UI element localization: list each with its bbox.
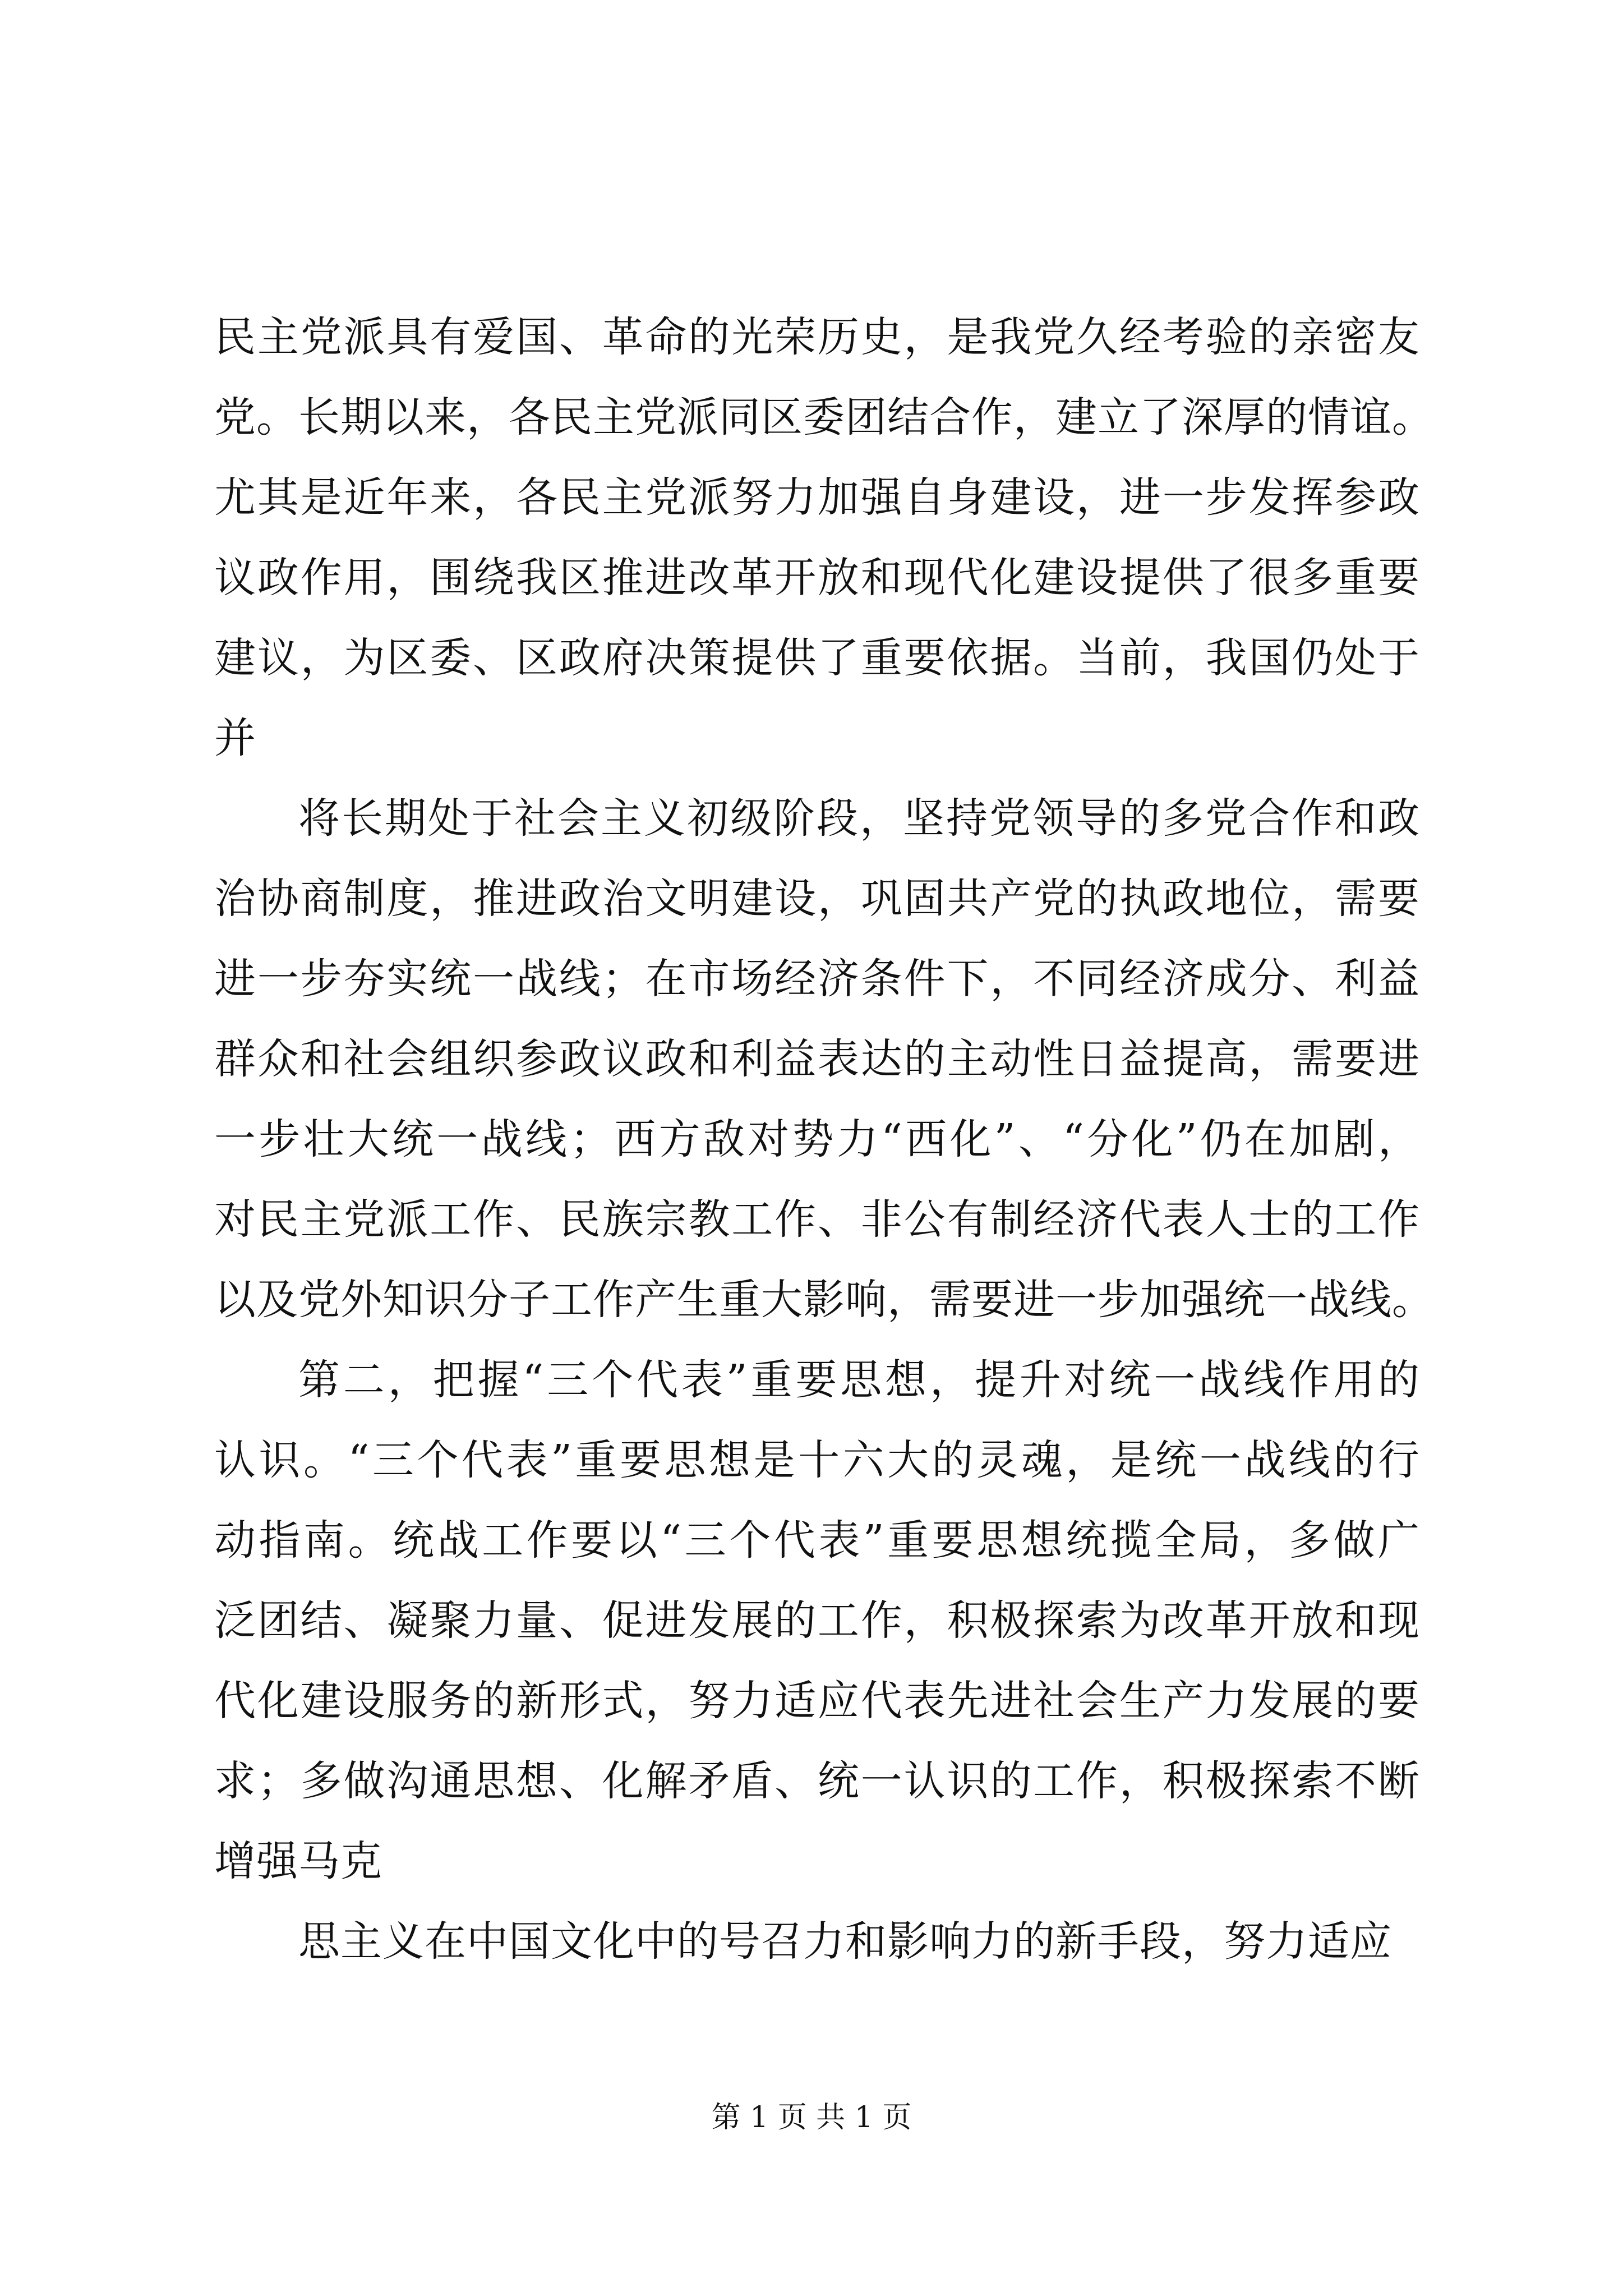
text-line: 第二，把握“三个代表”重要思想，提升对统一战线作用的 [298, 1356, 1420, 1404]
text-line: 群众和社会组织参政议政和利益表达的主动性日益提高，需要进 [214, 1035, 1420, 1083]
text-line: 尤其是近年来，各民主党派努力加强自身建设，进一步发挥参政 [214, 473, 1420, 522]
text-line: 增强马克 [214, 1837, 382, 1885]
text-line: 以及党外知识分子工作产生重大影响，需要进一步加强统一战线。 [214, 1276, 1434, 1324]
text-line: 一步壮大统一战线；西方敌对势力“西化”、“分化”仍在加剧， [214, 1115, 1420, 1163]
text-line: 治协商制度，推进政治文明建设，巩固共产党的执政地位，需要 [214, 875, 1420, 923]
text-line: 并 [214, 714, 256, 762]
page-footer: 第 1 页 共 1 页 [711, 2101, 912, 2134]
text-line: 议政作用，围绕我区推进改革开放和现代化建设提供了很多重要 [214, 554, 1420, 602]
text-line: 思主义在中国文化中的号召力和影响力的新手段，努力适应 [298, 1917, 1392, 1966]
text-line: 求；多做沟通思想、化解矛盾、统一认识的工作，积极探索不断 [214, 1757, 1420, 1805]
body-text [214, 297, 1434, 1982]
text-line: 对民主党派工作、民族宗教工作、非公有制经济代表人士的工作 [214, 1195, 1420, 1244]
text-line: 认识。“三个代表”重要思想是十六大的灵魂，是统一战线的行 [214, 1436, 1420, 1484]
text-line: 泛团结、凝聚力量、促进发展的工作，积极探索为改革开放和现 [214, 1596, 1420, 1645]
text-line: 民主党派具有爱国、革命的光荣历史，是我党久经考验的亲密友 [214, 313, 1420, 361]
text-line: 党。长期以来，各民主党派同区委团结合作，建立了深厚的情谊。 [214, 393, 1434, 441]
text-line: 将长期处于社会主义初级阶段，坚持党领导的多党合作和政 [298, 794, 1420, 843]
text-line: 进一步夯实统一战线；在市场经济条件下，不同经济成分、利益 [214, 955, 1420, 1003]
text-line: 代化建设服务的新形式，努力适应代表先进社会生产力发展的要 [214, 1677, 1420, 1725]
text-line: 建议，为区委、区政府决策提供了重要依据。当前，我国仍处于 [214, 634, 1420, 682]
text-line: 动指南。统战工作要以“三个代表”重要思想统揽全局，多做广 [214, 1516, 1420, 1565]
